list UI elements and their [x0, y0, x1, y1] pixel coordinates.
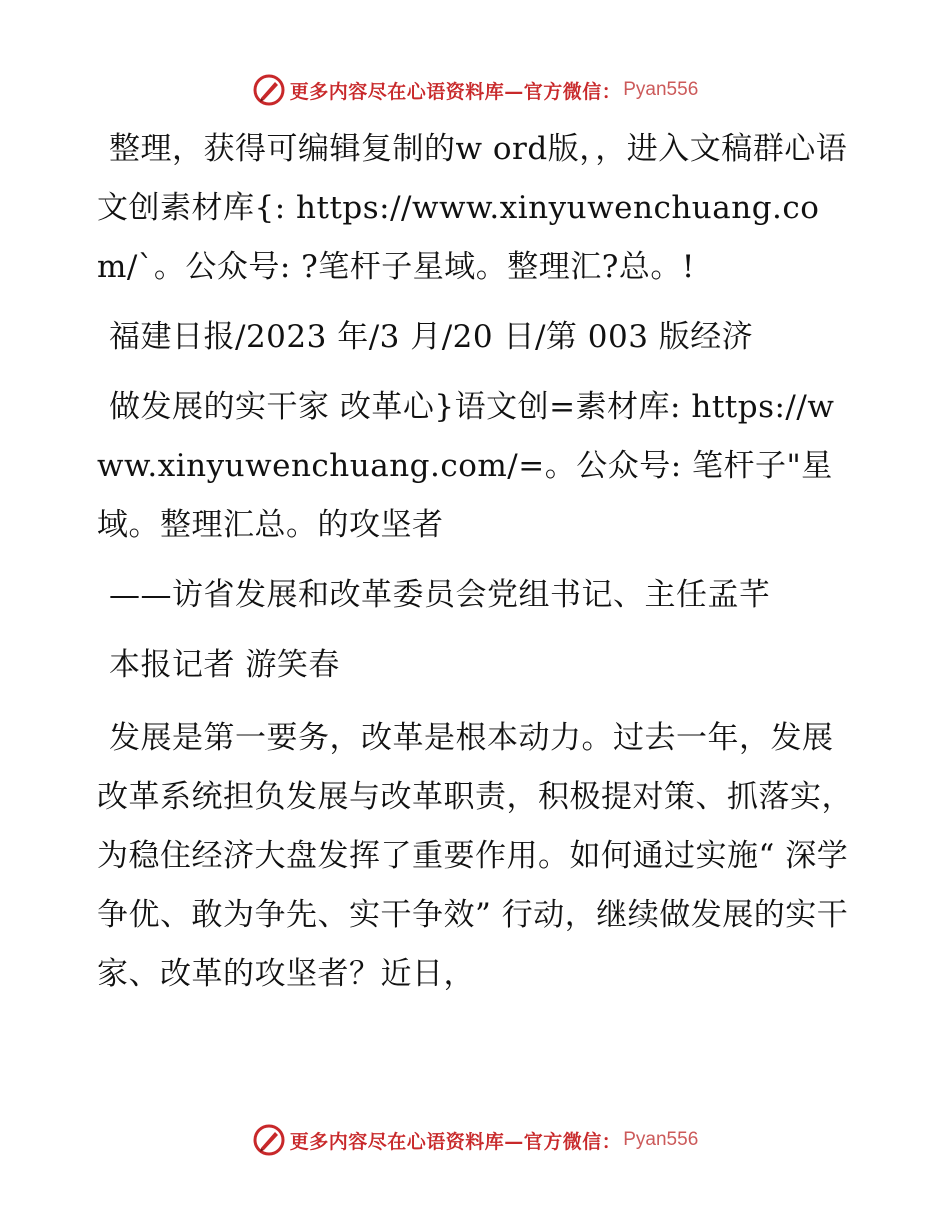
article-subtitle: ——访省发展和改革委员会党组书记、主任孟芊 [109, 577, 771, 613]
banner-text: 更多内容尽在心语资料库—官方微信： [289, 80, 622, 103]
article-title: 做发展的实干家 改革心}语文创=素材库: https://www.xinyuwenchuang.com/=。公众号: 笔杆子"星域。整理汇总。的攻坚者 [97, 389, 835, 543]
header-banner [0, 70, 950, 110]
body-paragraph: 发展是第一要务，改革是根本动力。过去一年，发展改革系统担负发展与改革职责，积极提对策、抓落实，为稳住经济大盘发挥了重要作用。如何通过实施“ 深学争优、敢为争先、实干争效” 行动，继续做发展的实干家、改革的攻坚者？近日， [97, 720, 853, 992]
source-line: 福建日报/2023 年/3 月/20 日/第 003 版经济 [109, 319, 754, 355]
intro-paragraph: 整理，获得可编辑复制的w ord版，，进入文稿群心语文创素材库{: https://www.xinyuwenchuang.com/`。公众号: ?笔杆子星域。整理汇?总。! [97, 131, 848, 285]
byline: 本报记者 游笑春 [109, 647, 340, 683]
document-body [97, 120, 857, 1004]
wechat-id: Pyan556 [623, 79, 699, 100]
pen-logo-icon [252, 73, 286, 107]
footer-banner [0, 1120, 950, 1160]
pen-logo-icon [252, 1123, 286, 1157]
banner-text: 更多内容尽在心语资料库—官方微信： [289, 1130, 622, 1153]
wechat-id: Pyan556 [623, 1129, 699, 1150]
